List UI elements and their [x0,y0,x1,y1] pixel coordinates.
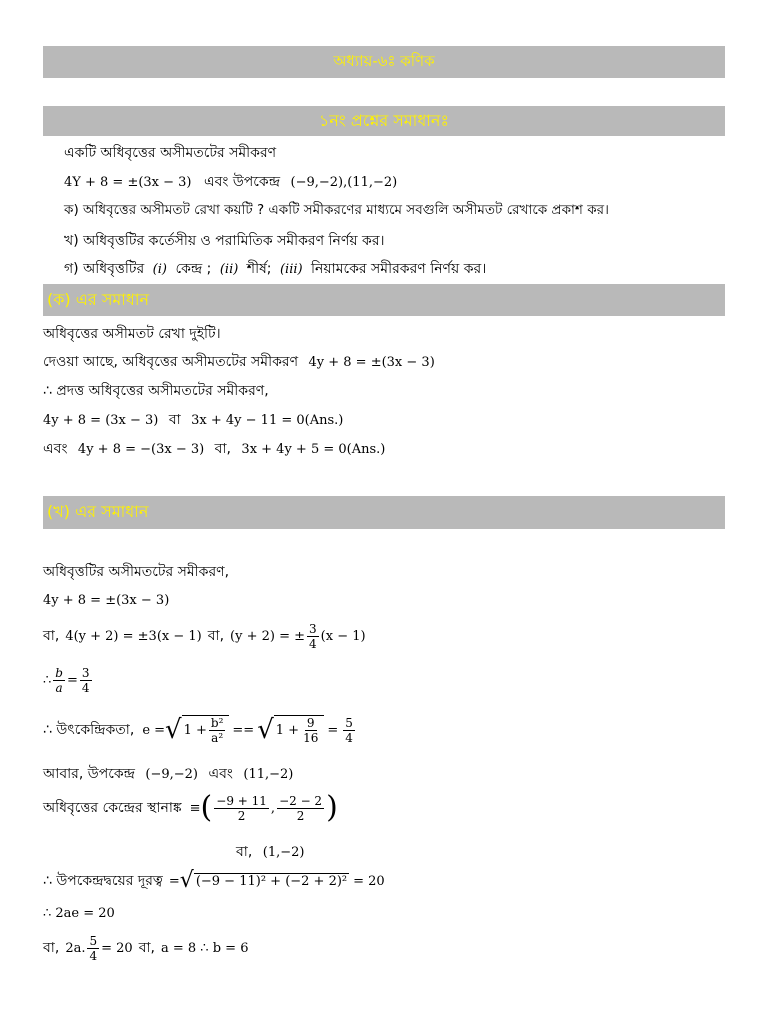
kha-l5-res-num: 5 [345,715,353,730]
kha-l5-eqeq: == [232,722,255,738]
kha-line11 [43,930,248,966]
solution-ka-line3: ∴ প্রদত্ত অধিবৃত্তের অসীমতটের সমীকরণ, [43,383,269,399]
kha-l5-sqrt2-den: 16 [303,731,319,745]
kha-line6 [43,762,293,786]
kha-l3-eq1: 4(y + 2) = ±3(x − 1) [65,628,202,644]
kha-line2: 4y + 8 = ±(3x − 3) [43,593,170,608]
solution-kha-heading: (খ) এর সমাধান [47,502,149,521]
question-part-ka: ক) অধিবৃত্তের অসীমতট রেখা কয়টি ? একটি সমীকরণের মাধ্যমে সবগুলি অসীমতট রেখাকে প্রকাশ কর। [64,202,609,218]
kha-l4-therefore: ∴ [43,672,52,688]
kha-line1: অধিবৃত্তটির অসীমতটের সমীকরণ, [43,564,230,580]
solution-ka-line5 [43,437,385,461]
kha-line5 [43,710,357,750]
kha-l3-fraction [307,622,319,651]
kha-l11-den: 4 [89,948,98,963]
kha-l4-equals: = [66,672,78,688]
kha-l11-post: = 20 [101,940,133,956]
question-intro: একটি অধিবৃত্তের অসীমতটের সমীকরণ [64,145,277,161]
kha-l4-rnum: 3 [81,665,90,680]
kha-l3-frac-num: 3 [309,621,317,636]
question-heading-bar [43,106,725,136]
kha-l4-den: a [55,680,63,695]
part-ga-text-2: কেন্দ্র ; [175,261,212,277]
kha-l11-pre: 2a. [65,940,86,956]
kha-l5-sqrt1: √ 1 + $\frac{\text{b²}}{\text{a²}}$ [165,715,229,745]
kha-l11-ba2: বা, [138,940,155,956]
kha-l4-rden: 4 [81,680,90,695]
kha-l4-frac-left [53,666,65,695]
given-foci: (−9,−2),(11,−2) [290,175,398,190]
kha-l5-e: e = [142,722,166,738]
part-ga-text-4: নিয়ামকের সমীরকরণ নির্ণয় কর। [311,261,487,277]
kha-l5-text: ∴ উৎকেন্দ্রিকতা, [43,722,135,738]
kha-l3-eq2-pre: (y + 2) = ± [230,628,306,644]
solution-ka-heading-bar [43,284,725,316]
chapter-title: অধ্যায়-৬ঃ কণিক [333,51,435,70]
kha-l11-ba: বা, [43,940,60,956]
ka-line5-ba: বা, [214,441,231,457]
ka-line5-eq1: 4y + 8 = −(3x − 3) [77,442,205,457]
kha-l9-sqrt: √ (−9 − 11)² + (−2 + 2)² [179,868,348,893]
kha-l6-ebong: এবং [208,766,233,782]
kha-l3-frac-den: 4 [309,636,317,651]
kha-l5-equals: = [327,722,339,738]
kha-l3-ba: বা, [43,628,60,644]
kha-line7: অধিবৃত্তের কেন্দ্রের স্থানাঙ্ক ≡ ( $\frac{-9 + 11}{2}$ , $\frac{-2 - 2}{2}$ ) [43,790,338,825]
solution-ka-heading: (ক) এর সমাধান [47,289,150,309]
kha-l6-focus1: (−9,−2) [145,767,198,782]
given-equation: 4Y + 8 = ±(3x − 3) [64,175,192,190]
kha-line8 [236,840,304,864]
ka-line4-ba: বা [168,412,181,428]
part-ga-i: (i) [152,262,167,277]
kha-l5-sqrt1-den: a² [211,731,224,745]
kha-l5-sqrt1-num: b² [210,716,224,730]
kha-line10: ∴ 2ae = 20 [43,906,115,921]
part-ga-text-3: শীর্ষ; [246,261,272,277]
part-ga-text-1: গ) অধিবৃত্তটির [64,261,145,277]
kha-l7-num2: −2 − 2 [279,793,323,808]
kha-line3 [43,618,366,654]
kha-l7-den1: 2 [237,808,246,823]
part-ga-iii: (iii) [279,262,303,277]
kha-l8-ba: বা, [236,844,253,860]
kha-l11-eq2: a = 8 ∴ b = 6 [161,940,249,956]
kha-l3-ba2: বা, [207,628,225,644]
kha-l7-text: অধিবৃত্তের কেন্দ্রের স্থানাঙ্ক [43,800,182,816]
question-part-ga [64,257,486,281]
chapter-title-bar [43,46,725,78]
solution-ka-line4 [43,408,343,432]
solution-ka-line1: অধিবৃত্তের অসীমতট রেখা দুইটি। [43,326,221,342]
ka-line5-eq2: 3x + 4y + 5 = 0(Ans.) [241,442,386,457]
ka-line2-equation: 4y + 8 = ±(3x − 3) [308,355,435,370]
kha-l6-focus2: (11,−2) [243,767,294,782]
ka-line5-ebong: এবং [43,441,68,457]
kha-l11-num: 5 [89,933,98,948]
question-heading: ১নং প্রশ্নের সমাধানঃ [318,110,450,130]
kha-l5-sqrt2-num: 9 [306,716,315,730]
kha-l5-sqrt1-pre: 1 + [183,723,207,738]
kha-l7-num1: −9 + 11 [216,793,267,808]
kha-l6-text: আবার, উপকেন্দ্র [43,766,135,782]
kha-l4-num: b [55,665,63,680]
kha-l5-result [343,716,355,745]
kha-line9 [43,866,385,896]
kha-l7-den2: 2 [296,808,305,823]
kha-l9-text: ∴ উপকেন্দ্রদ্বয়ের দূরত্ব [43,873,163,889]
solution-kha-heading-bar [43,496,725,529]
question-part-kha: খ) অধিবৃত্তটির কর্তেসীয় ও পরামিতিক সমীকরণ নির্ণয় কর। [64,233,385,249]
ka-line4-eq1: 4y + 8 = (3x − 3) [43,413,159,428]
kha-l3-eq2-post: (x − 1) [320,628,366,644]
given-and-foci-label: এবং উপকেন্দ্র [203,174,281,190]
kha-l9-sqrt-body: (−9 − 11)² + (−2 + 2)² [195,874,348,889]
kha-l4-frac-right [80,666,92,695]
ka-line4-eq2: 3x + 4y − 11 = 0(Ans.) [191,413,344,428]
ka-line2-text: দেওয়া আছে, অধিবৃত্তের অসীমতটের সমীকরণ [43,354,299,370]
kha-l5-res-den: 4 [345,730,353,745]
solution-ka-line2 [43,350,435,374]
kha-l5-sqrt2-pre: 1 + [275,723,300,738]
question-given [64,170,397,194]
kha-l5-sqrt2: √ 1 + $\frac{9}{16}$ [257,715,324,745]
part-ga-ii: (ii) [219,262,239,277]
kha-l7-equiv: ≡ [189,800,201,816]
kha-l9-eq-pre: = [168,873,180,889]
kha-l8-equation: (1,−2) [262,845,305,860]
kha-line4 [43,662,94,698]
kha-l9-eq-post: = 20 [353,873,385,889]
